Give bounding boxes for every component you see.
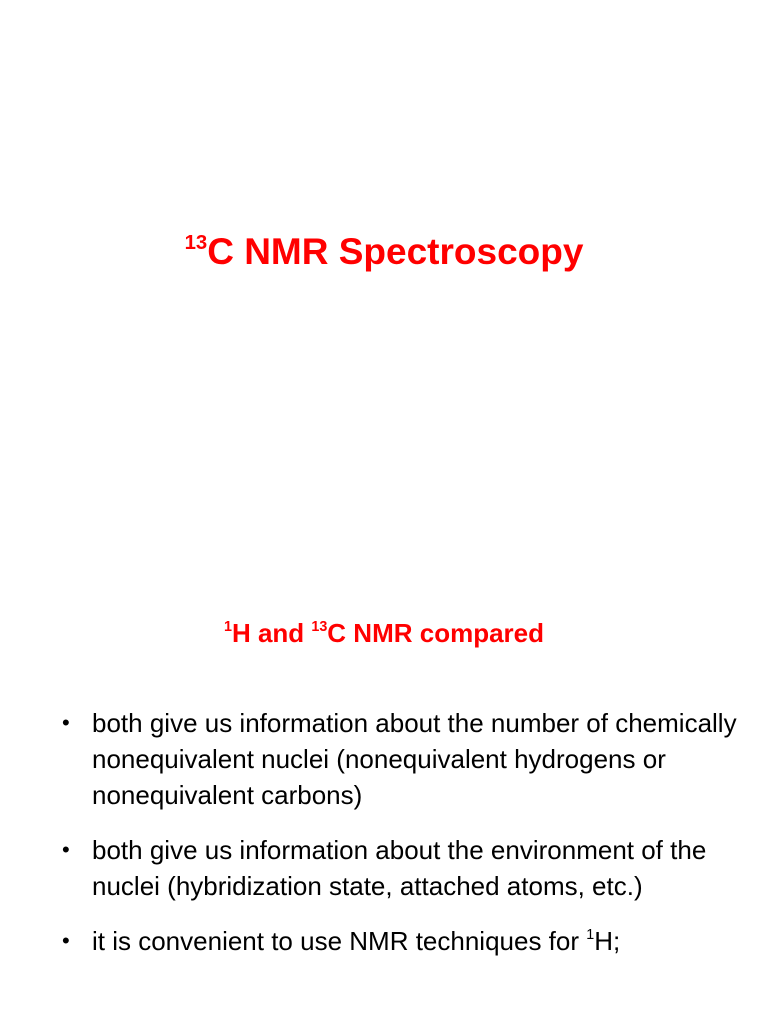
slide-2-title	[0, 616, 768, 655]
slide-2	[0, 576, 768, 1024]
bullet-text: both give us information about the environment of the nuclei (hybridization state, attached atoms, etc.)	[92, 835, 707, 901]
bullet-dot-icon: •	[62, 710, 70, 735]
bullet-dot-icon: •	[62, 837, 70, 862]
bullet-h-superscript: 1	[586, 927, 595, 944]
title-text-part-2: C NMR compared	[327, 618, 544, 648]
bullet-text: it is convenient to use NMR techniques for	[92, 926, 587, 956]
bullet-text: both give us information about the number of chemically nonequivalent nuclei (nonequivalent hydrogens or nonequivalent carbons)	[92, 708, 737, 810]
title-h-superscript: 1	[223, 619, 232, 636]
title-text: C NMR Spectroscopy	[207, 231, 584, 272]
slide-1-title	[0, 230, 768, 280]
title-c-superscript: 13	[311, 619, 328, 636]
title-text-part-1: H and	[231, 618, 312, 648]
title-isotope-superscript: 13	[184, 231, 208, 254]
bullet-list	[62, 705, 742, 983]
bullet-text-tail: H;	[594, 926, 621, 956]
bullet-item	[62, 923, 742, 964]
bullet-item	[62, 705, 742, 813]
bullet-item	[62, 832, 742, 904]
bullet-dot-icon: •	[62, 928, 70, 953]
